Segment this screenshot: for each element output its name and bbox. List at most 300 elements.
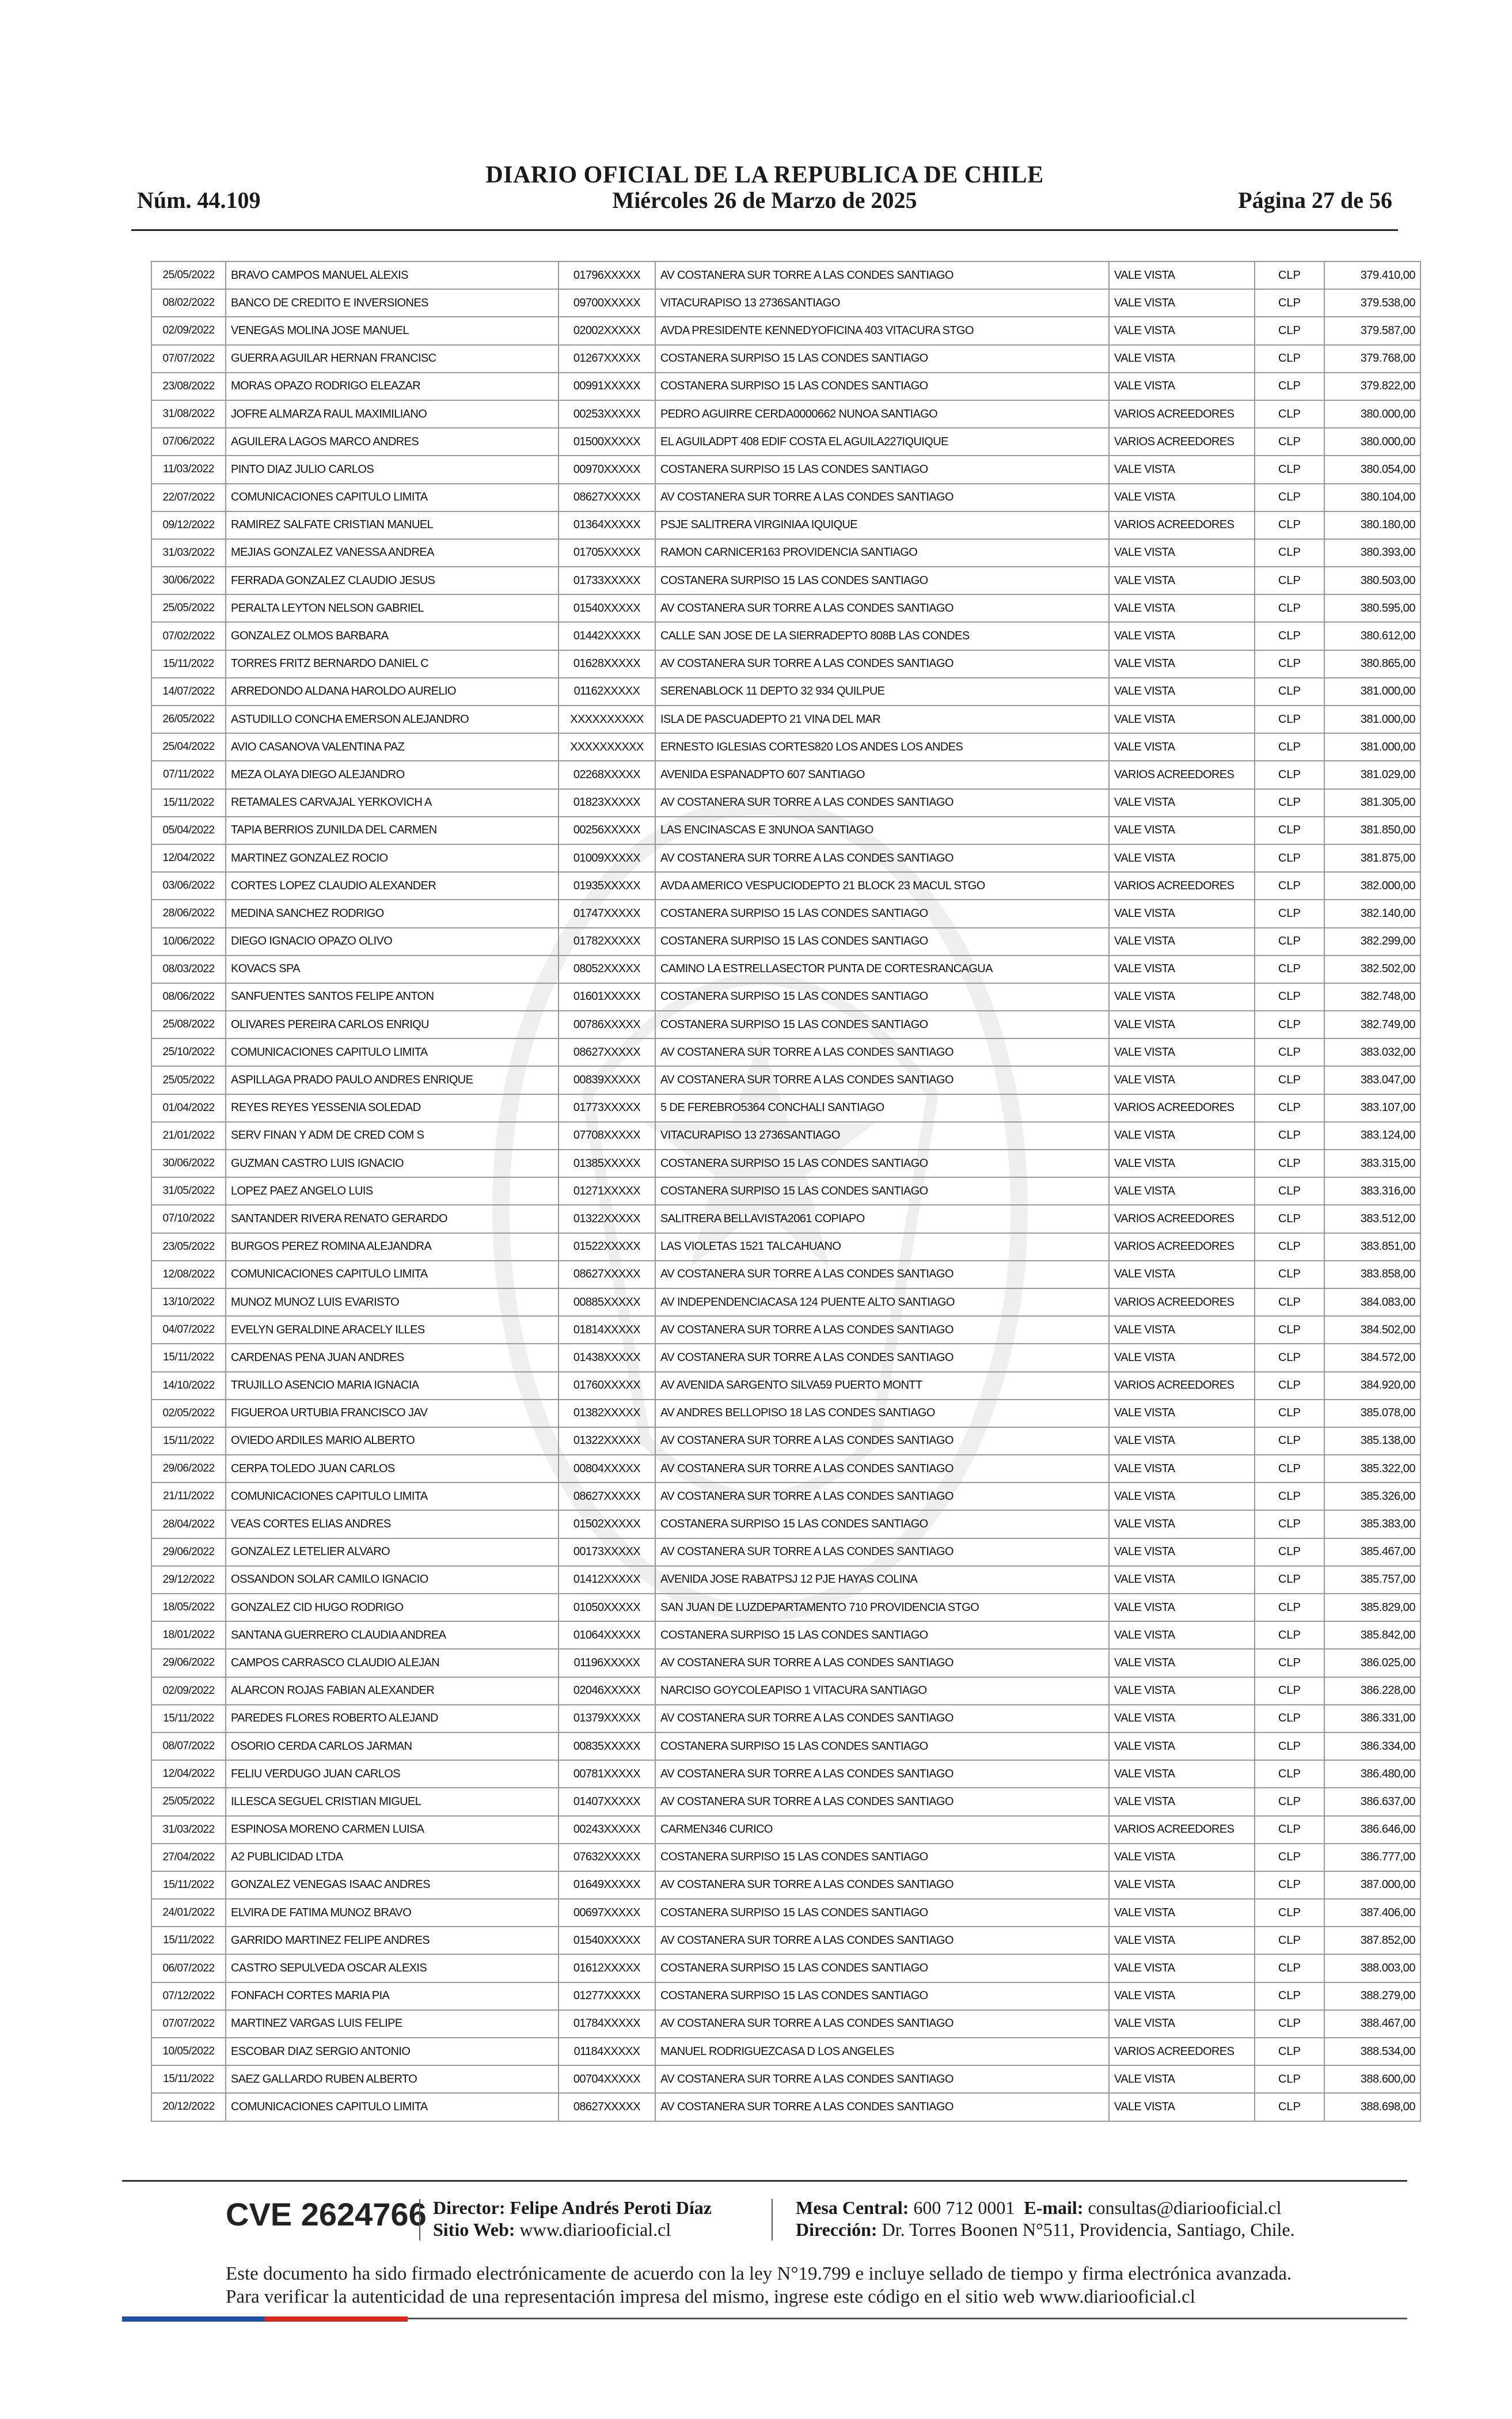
table-row [151,1483,1420,1510]
amount-cell: 383.032,00 [1324,1038,1420,1066]
table-row [151,872,1420,900]
page-header [131,162,1398,220]
currency-cell: CLP [1255,1566,1324,1594]
document-type-cell: VALE VISTA [1109,733,1255,761]
amount-cell: 380.000,00 [1324,400,1420,428]
name-cell: ILLESCA SEGUEL CRISTIAN MIGUEL [226,1788,559,1815]
address-cell: LAS ENCINASCAS E 3NUNOA SANTIAGO [655,817,1109,844]
name-cell: EVELYN GERALDINE ARACELY ILLES [226,1316,559,1344]
document-type-cell: VALE VISTA [1109,484,1255,511]
footer-separator [419,2199,420,2240]
table-row [151,317,1420,344]
currency-cell: CLP [1255,1344,1324,1371]
address-cell: AV COSTANERA SUR TORRE A LAS CONDES SANTIAGO [655,2065,1109,2093]
name-cell: CAMPOS CARRASCO CLAUDIO ALEJAN [226,1649,559,1677]
id-cell: 00970XXXXX [559,456,655,483]
id-cell: 01196XXXXX [559,1649,655,1677]
name-cell: GONZALEZ CID HUGO RODRIGO [226,1594,559,1621]
amount-cell: 387.406,00 [1324,1899,1420,1927]
footer-separator [772,2199,773,2240]
amount-cell: 382.000,00 [1324,872,1420,900]
table-row [151,1760,1420,1788]
currency-cell: CLP [1255,1760,1324,1788]
name-cell: COMUNICACIONES CAPITULO LIMITA [226,484,559,511]
currency-cell: CLP [1255,761,1324,788]
table-row [151,1288,1420,1316]
amount-cell: 380.865,00 [1324,650,1420,678]
address-cell: AV COSTANERA SUR TORRE A LAS CONDES SANTIAGO [655,1455,1109,1483]
document-type-cell: VARIOS ACREEDORES [1109,761,1255,788]
date-cell: 15/11/2022 [151,1427,226,1455]
amount-cell: 381.000,00 [1324,678,1420,706]
id-cell: 01379XXXXX [559,1705,655,1732]
date-cell: 07/12/2022 [151,1982,226,2010]
document-type-cell: VALE VISTA [1109,622,1255,650]
date-cell: 15/11/2022 [151,650,226,678]
name-cell: TAPIA BERRIOS ZUNILDA DEL CARMEN [226,817,559,844]
document-type-cell: VALE VISTA [1109,817,1255,844]
date-cell: 31/05/2022 [151,1177,226,1205]
currency-cell: CLP [1255,317,1324,344]
date-cell: 14/10/2022 [151,1372,226,1400]
date-cell: 02/09/2022 [151,317,226,344]
date-cell: 28/04/2022 [151,1510,226,1538]
amount-cell: 379.410,00 [1324,261,1420,289]
currency-cell: CLP [1255,983,1324,1011]
address-cell: COSTANERA SURPISO 15 LAS CONDES SANTIAGO [655,567,1109,594]
address-cell: SALITRERA BELLAVISTA2061 COPIAPO [655,1205,1109,1233]
document-type-cell: VALE VISTA [1109,594,1255,622]
amount-cell: 380.000,00 [1324,428,1420,456]
email-link[interactable]: consultas@diariooficial.cl [1088,2197,1282,2218]
address-cell: AV COSTANERA SUR TORRE A LAS CONDES SANTIAGO [655,1649,1109,1677]
table-row [151,1677,1420,1705]
name-cell: MARTINEZ GONZALEZ ROCIO [226,844,559,872]
document-type-cell: VALE VISTA [1109,1177,1255,1205]
document-type-cell: VALE VISTA [1109,1594,1255,1621]
id-cell: 00781XXXXX [559,1760,655,1788]
name-cell: RAMIREZ SALFATE CRISTIAN MANUEL [226,511,559,539]
document-type-cell: VALE VISTA [1109,1788,1255,1815]
contact-block [796,2197,1295,2240]
currency-cell: CLP [1255,817,1324,844]
table-row [151,2038,1420,2065]
date-cell: 01/04/2022 [151,1094,226,1122]
amount-cell: 381.850,00 [1324,817,1420,844]
currency-cell: CLP [1255,1177,1324,1205]
currency-cell: CLP [1255,1705,1324,1732]
id-cell: 01500XXXXX [559,428,655,456]
date-cell: 08/07/2022 [151,1732,226,1760]
table-row [151,956,1420,983]
id-cell: 01796XXXXX [559,261,655,289]
address-cell: COSTANERA SURPISO 15 LAS CONDES SANTIAGO [655,373,1109,400]
name-cell: VEAS CORTES ELIAS ANDRES [226,1510,559,1538]
address-cell: PEDRO AGUIRRE CERDA0000662 NUNOA SANTIAGO [655,400,1109,428]
amount-cell: 380.393,00 [1324,539,1420,567]
address-cell: COSTANERA SURPISO 15 LAS CONDES SANTIAGO [655,1150,1109,1177]
currency-cell: CLP [1255,1510,1324,1538]
address-cell: AV INDEPENDENCIACASA 124 PUENTE ALTO SANTIAGO [655,1288,1109,1316]
id-cell: 00256XXXXX [559,817,655,844]
address-cell: AV COSTANERA SUR TORRE A LAS CONDES SANTIAGO [655,650,1109,678]
name-cell: SANFUENTES SANTOS FELIPE ANTON [226,983,559,1011]
id-cell: 00253XXXXX [559,400,655,428]
id-cell: 01438XXXXX [559,1344,655,1371]
id-cell: 01442XXXXX [559,622,655,650]
table-row [151,900,1420,927]
document-type-cell: VALE VISTA [1109,567,1255,594]
address-cell: AV COSTANERA SUR TORRE A LAS CONDES SANTIAGO [655,1705,1109,1732]
name-cell: CERPA TOLEDO JUAN CARLOS [226,1455,559,1483]
date-cell: 27/04/2022 [151,1844,226,1871]
amount-cell: 382.749,00 [1324,1011,1420,1038]
amount-cell: 388.600,00 [1324,2065,1420,2093]
table-row [151,456,1420,483]
document-type-cell: VARIOS ACREEDORES [1109,428,1255,456]
amount-cell: 388.698,00 [1324,2093,1420,2121]
id-cell: 01382XXXXX [559,1400,655,1427]
amount-cell: 388.279,00 [1324,1982,1420,2010]
address-cell: MANUEL RODRIGUEZCASA D LOS ANGELES [655,2038,1109,2065]
currency-cell: CLP [1255,2010,1324,2038]
id-cell: 01162XXXXX [559,678,655,706]
document-type-cell: VALE VISTA [1109,1705,1255,1732]
address-cell: AV COSTANERA SUR TORRE A LAS CONDES SANTIAGO [655,844,1109,872]
amount-cell: 379.587,00 [1324,317,1420,344]
name-cell: AGUILERA LAGOS MARCO ANDRES [226,428,559,456]
name-cell: ARREDONDO ALDANA HAROLDO AURELIO [226,678,559,706]
id-cell: 01782XXXXX [559,928,655,956]
date-cell: 25/05/2022 [151,261,226,289]
id-cell: 08627XXXXX [559,484,655,511]
date-cell: 23/05/2022 [151,1233,226,1261]
name-cell: ELVIRA DE FATIMA MUNOZ BRAVO [226,1899,559,1927]
id-cell: 00835XXXXX [559,1732,655,1760]
id-cell: 02046XXXXX [559,1677,655,1705]
id-cell: 08627XXXXX [559,2093,655,2121]
table-row [151,1372,1420,1400]
address-cell: LAS VIOLETAS 1521 TALCAHUANO [655,1233,1109,1261]
table-row [151,1621,1420,1649]
publication-date: Miércoles 26 de Marzo de 2025 [612,187,917,213]
currency-cell: CLP [1255,1066,1324,1094]
amount-cell: 383.858,00 [1324,1261,1420,1288]
address-cell: VITACURAPISO 13 2736SANTIAGO [655,1122,1109,1150]
currency-cell: CLP [1255,1455,1324,1483]
amount-cell: 380.054,00 [1324,456,1420,483]
address-cell: COSTANERA SURPISO 15 LAS CONDES SANTIAGO [655,1982,1109,2010]
table-row [151,1038,1420,1066]
id-cell: 01364XXXXX [559,511,655,539]
footer-divider-top [122,2180,1407,2182]
date-cell: 31/03/2022 [151,1816,226,1844]
document-type-cell: VALE VISTA [1109,983,1255,1011]
id-cell: 01935XXXXX [559,872,655,900]
name-cell: LOPEZ PAEZ ANGELO LUIS [226,1177,559,1205]
document-type-cell: VALE VISTA [1109,1732,1255,1760]
id-cell: 09700XXXXX [559,289,655,317]
currency-cell: CLP [1255,678,1324,706]
currency-cell: CLP [1255,1954,1324,1982]
id-cell: 01522XXXXX [559,1233,655,1261]
table-row [151,733,1420,761]
currency-cell: CLP [1255,373,1324,400]
date-cell: 07/06/2022 [151,428,226,456]
name-cell: GUERRA AGUILAR HERNAN FRANCISC [226,345,559,373]
amount-cell: 380.612,00 [1324,622,1420,650]
date-cell: 29/06/2022 [151,1538,226,1566]
id-cell: 02002XXXXX [559,317,655,344]
address-cell: AV COSTANERA SUR TORRE A LAS CONDES SANTIAGO [655,1066,1109,1094]
signature-notice: Este documento ha sido firmado electrónicamente de acuerdo con la ley N°19.799 e incluye sellado de tiempo y firma electrónica avanzada. Para verificar la autenticidad de una representación impresa del mismo, ingrese este código en el sitio web www.diariooficial.cl [226,2263,1292,2307]
date-cell: 25/10/2022 [151,1038,226,1066]
date-cell: 05/04/2022 [151,817,226,844]
amount-cell: 379.822,00 [1324,373,1420,400]
currency-cell: CLP [1255,2038,1324,2065]
name-cell: GONZALEZ LETELIER ALVARO [226,1538,559,1566]
name-cell: BURGOS PEREZ ROMINA ALEJANDRA [226,1233,559,1261]
currency-cell: CLP [1255,1788,1324,1815]
date-cell: 18/01/2022 [151,1621,226,1649]
issue-number: Núm. 44.109 [137,187,261,213]
document-type-cell: VALE VISTA [1109,345,1255,373]
name-cell: ESCOBAR DIAZ SERGIO ANTONIO [226,2038,559,2065]
date-cell: 13/10/2022 [151,1288,226,1316]
director-label: Director: [433,2197,506,2218]
name-cell: CASTRO SEPULVEDA OSCAR ALEXIS [226,1954,559,1982]
address-label: Dirección: [796,2219,877,2240]
header-center [131,162,1398,213]
amount-cell: 386.334,00 [1324,1732,1420,1760]
table-row [151,594,1420,622]
document-type-cell: VARIOS ACREEDORES [1109,1816,1255,1844]
currency-cell: CLP [1255,650,1324,678]
document-type-cell: VALE VISTA [1109,1510,1255,1538]
id-cell: 01540XXXXX [559,1927,655,1954]
address-cell: AV COSTANERA SUR TORRE A LAS CONDES SANTIAGO [655,1483,1109,1510]
id-cell: 00173XXXXX [559,1538,655,1566]
id-cell: 01064XXXXX [559,1621,655,1649]
name-cell: GUZMAN CASTRO LUIS IGNACIO [226,1150,559,1177]
amount-cell: 386.777,00 [1324,1844,1420,1871]
table-row [151,1344,1420,1371]
currency-cell: CLP [1255,345,1324,373]
amount-cell: 388.467,00 [1324,2010,1420,2038]
id-cell: 00991XXXXX [559,373,655,400]
name-cell: ESPINOSA MORENO CARMEN LUISA [226,1816,559,1844]
table-row [151,1649,1420,1677]
amount-cell: 385.829,00 [1324,1594,1420,1621]
document-type-cell: VALE VISTA [1109,1066,1255,1094]
name-cell: MUNOZ MUNOZ LUIS EVARISTO [226,1288,559,1316]
date-cell: 25/05/2022 [151,1066,226,1094]
currency-cell: CLP [1255,1844,1324,1871]
document-type-cell: VALE VISTA [1109,1871,1255,1899]
address-value: Dr. Torres Boonen N°511, Providencia, Santiago, Chile. [882,2219,1295,2240]
name-cell: PINTO DIAZ JULIO CARLOS [226,456,559,483]
name-cell: FELIU VERDUGO JUAN CARLOS [226,1760,559,1788]
id-cell: 00697XXXXX [559,1899,655,1927]
currency-cell: CLP [1255,428,1324,456]
id-cell: 08627XXXXX [559,1483,655,1510]
date-cell: 12/04/2022 [151,844,226,872]
id-cell: 01628XXXXX [559,650,655,678]
table-row [151,1261,1420,1288]
currency-cell: CLP [1255,844,1324,872]
document-type-cell: VALE VISTA [1109,706,1255,733]
date-cell: 18/05/2022 [151,1594,226,1621]
document-type-cell: VALE VISTA [1109,373,1255,400]
name-cell: CORTES LOPEZ CLAUDIO ALEXANDER [226,872,559,900]
name-cell: AVIO CASANOVA VALENTINA PAZ [226,733,559,761]
name-cell: MEZA OLAYA DIEGO ALEJANDRO [226,761,559,788]
id-cell: 08052XXXXX [559,956,655,983]
document-type-cell: VARIOS ACREEDORES [1109,511,1255,539]
document-type-cell: VALE VISTA [1109,456,1255,483]
date-cell: 25/05/2022 [151,594,226,622]
date-cell: 08/06/2022 [151,983,226,1011]
name-cell: A2 PUBLICIDAD LTDA [226,1844,559,1871]
name-cell: KOVACS SPA [226,956,559,983]
table-row [151,1538,1420,1566]
id-cell: 00243XXXXX [559,1816,655,1844]
date-cell: 10/05/2022 [151,2038,226,2065]
document-type-cell: VALE VISTA [1109,678,1255,706]
date-cell: 06/07/2022 [151,1954,226,1982]
date-cell: 12/04/2022 [151,1760,226,1788]
amount-cell: 386.228,00 [1324,1677,1420,1705]
amount-cell: 385.326,00 [1324,1483,1420,1510]
date-cell: 07/10/2022 [151,1205,226,1233]
amount-cell: 381.305,00 [1324,789,1420,817]
table-row [151,1400,1420,1427]
amount-cell: 383.315,00 [1324,1150,1420,1177]
table-row [151,928,1420,956]
address-cell: AV COSTANERA SUR TORRE A LAS CONDES SANTIAGO [655,1788,1109,1815]
table-row [151,1982,1420,2010]
currency-cell: CLP [1255,1316,1324,1344]
currency-cell: CLP [1255,1483,1324,1510]
date-cell: 30/06/2022 [151,567,226,594]
table-row [151,1177,1420,1205]
address-cell: CALLE SAN JOSE DE LA SIERRADEPTO 808B LAS CONDES [655,622,1109,650]
date-cell: 21/11/2022 [151,1483,226,1510]
address-cell: COSTANERA SURPISO 15 LAS CONDES SANTIAGO [655,456,1109,483]
address-cell: AV COSTANERA SUR TORRE A LAS CONDES SANTIAGO [655,261,1109,289]
name-cell: VENEGAS MOLINA JOSE MANUEL [226,317,559,344]
site-label: Sitio Web: [433,2219,515,2240]
address-cell: ERNESTO IGLESIAS CORTES820 LOS ANDES LOS ANDES [655,733,1109,761]
id-cell: 01747XXXXX [559,900,655,927]
currency-cell: CLP [1255,872,1324,900]
id-cell: 01773XXXXX [559,1094,655,1122]
id-cell: 02268XXXXX [559,761,655,788]
amount-cell: 385.383,00 [1324,1510,1420,1538]
amount-cell: 386.637,00 [1324,1788,1420,1815]
currency-cell: CLP [1255,261,1324,289]
mesa-label: Mesa Central: [796,2197,909,2218]
amount-cell: 388.003,00 [1324,1954,1420,1982]
address-cell: COSTANERA SURPISO 15 LAS CONDES SANTIAGO [655,1510,1109,1538]
document-type-cell: VALE VISTA [1109,2065,1255,2093]
table-row [151,1094,1420,1122]
name-cell: SERV FINAN Y ADM DE CRED COM S [226,1122,559,1150]
address-cell: SAN JUAN DE LUZDEPARTAMENTO 710 PROVIDENCIA STGO [655,1594,1109,1621]
mesa-phone: 600 712 0001 [913,2197,1015,2218]
site-link[interactable]: www.diariooficial.cl [519,2219,671,2240]
id-cell: 01267XXXXX [559,345,655,373]
document-type-cell: VALE VISTA [1109,1538,1255,1566]
currency-cell: CLP [1255,706,1324,733]
id-cell: 00804XXXXX [559,1455,655,1483]
date-cell: 23/08/2022 [151,373,226,400]
name-cell: ALARCON ROJAS FABIAN ALEXANDER [226,1677,559,1705]
date-cell: 29/12/2022 [151,1566,226,1594]
amount-cell: 385.842,00 [1324,1621,1420,1649]
table-row [151,983,1420,1011]
document-type-cell: VALE VISTA [1109,1760,1255,1788]
currency-cell: CLP [1255,594,1324,622]
name-cell: FERRADA GONZALEZ CLAUDIO JESUS [226,567,559,594]
flag-red-band [265,2316,408,2322]
date-cell: 07/11/2022 [151,761,226,788]
address-cell: AV AVENIDA SARGENTO SILVA59 PUERTO MONTT [655,1372,1109,1400]
date-cell: 08/03/2022 [151,956,226,983]
currency-cell: CLP [1255,1871,1324,1899]
table-row [151,650,1420,678]
currency-cell: CLP [1255,956,1324,983]
address-cell: AV COSTANERA SUR TORRE A LAS CONDES SANTIAGO [655,1316,1109,1344]
address-cell: COSTANERA SURPISO 15 LAS CONDES SANTIAGO [655,1732,1109,1760]
records-table-body [151,261,1420,2121]
date-cell: 25/08/2022 [151,1011,226,1038]
id-cell: 01814XXXXX [559,1316,655,1344]
name-cell: COMUNICACIONES CAPITULO LIMITA [226,1261,559,1288]
date-cell: 14/07/2022 [151,678,226,706]
amount-cell: 383.047,00 [1324,1066,1420,1094]
date-cell: 29/06/2022 [151,1649,226,1677]
currency-cell: CLP [1255,733,1324,761]
table-row [151,789,1420,817]
name-cell: ASPILLAGA PRADO PAULO ANDRES ENRIQUE [226,1066,559,1094]
document-type-cell: VALE VISTA [1109,1150,1255,1177]
name-cell: ASTUDILLO CONCHA EMERSON ALEJANDRO [226,706,559,733]
amount-cell: 382.299,00 [1324,928,1420,956]
currency-cell: CLP [1255,1732,1324,1760]
address-cell: AV COSTANERA SUR TORRE A LAS CONDES SANTIAGO [655,1344,1109,1371]
id-cell: XXXXXXXXXX [559,733,655,761]
amount-cell: 382.502,00 [1324,956,1420,983]
amount-cell: 380.595,00 [1324,594,1420,622]
id-cell: 01612XXXXX [559,1954,655,1982]
date-cell: 25/05/2022 [151,1788,226,1815]
document-type-cell: VARIOS ACREEDORES [1109,872,1255,900]
amount-cell: 384.083,00 [1324,1288,1420,1316]
address-cell: NARCISO GOYCOLEAPISO 1 VITACURA SANTIAGO [655,1677,1109,1705]
name-cell: OSORIO CERDA CARLOS JARMAN [226,1732,559,1760]
document-type-cell: VALE VISTA [1109,1566,1255,1594]
document-type-cell: VALE VISTA [1109,317,1255,344]
amount-cell: 381.000,00 [1324,706,1420,733]
document-type-cell: VALE VISTA [1109,956,1255,983]
name-cell: GONZALEZ OLMOS BARBARA [226,622,559,650]
address-cell: COSTANERA SURPISO 15 LAS CONDES SANTIAGO [655,928,1109,956]
amount-cell: 382.748,00 [1324,983,1420,1011]
id-cell: 01412XXXXX [559,1566,655,1594]
table-row [151,1233,1420,1261]
table-row [151,2010,1420,2038]
